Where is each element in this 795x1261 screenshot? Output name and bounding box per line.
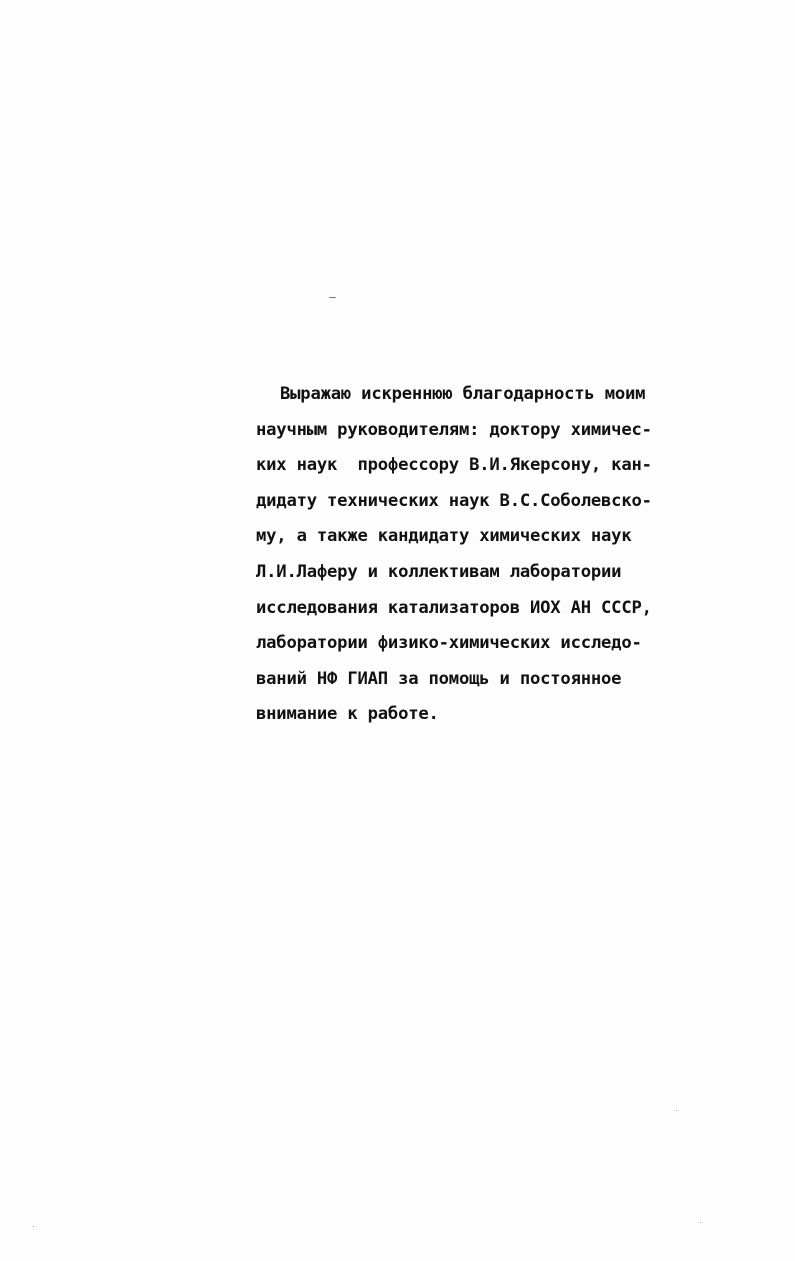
paragraph-line: дидату технических наук В.С.Соболевско- bbox=[256, 490, 652, 511]
scan-speck bbox=[676, 1110, 677, 1111]
scan-speck bbox=[700, 1222, 701, 1223]
paragraph-line: ваний НФ ГИАП за помощь и постоянное bbox=[256, 668, 622, 689]
paragraph-line: Выражаю искреннюю благодарность моим bbox=[280, 384, 646, 404]
paragraph-line: ких наук профессору В.И.Якерсону, кан- bbox=[256, 455, 652, 476]
acknowledgement-paragraph bbox=[256, 377, 696, 733]
paragraph-line: внимание к работе. bbox=[256, 704, 439, 725]
paragraph-line: научным руководителям: доктору химичес- bbox=[256, 419, 652, 440]
scan-speck bbox=[329, 297, 336, 298]
paragraph-line: му, а также кандидату химических наук bbox=[256, 526, 632, 547]
paragraph-line: исследования катализаторов ИОХ АН СССР, bbox=[256, 597, 652, 618]
paragraph-line: лаборатории физико-химических исследо- bbox=[256, 633, 642, 654]
paragraph-line: Л.И.Лаферу и коллективам лаборатории bbox=[256, 561, 622, 582]
scan-speck bbox=[33, 1226, 34, 1227]
